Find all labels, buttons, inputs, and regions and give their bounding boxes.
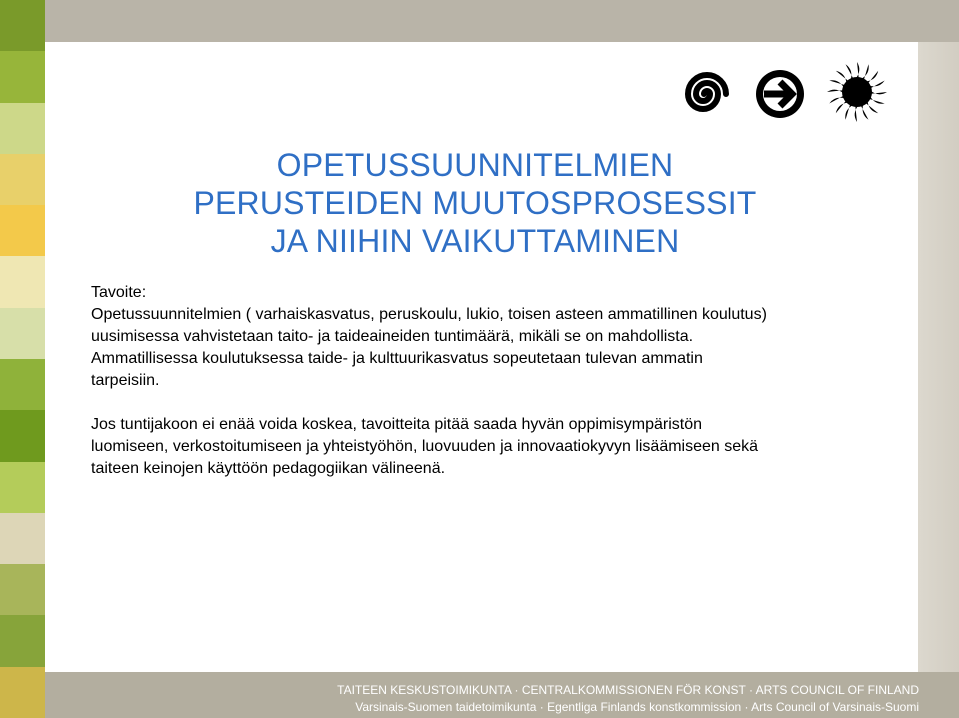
strip-block: [0, 410, 45, 461]
strip-block: [0, 103, 45, 154]
strip-block: [0, 256, 45, 307]
sun-ray: [855, 62, 859, 79]
left-color-strip: [0, 0, 45, 718]
sun-ray: [829, 95, 846, 103]
title-line: PERUSTEIDEN MUUTOSPROSESSIT: [193, 185, 757, 221]
sun-ray: [846, 64, 854, 81]
right-band: [918, 42, 959, 672]
title-line: JA NIIHIN VAIKUTTAMINEN: [270, 223, 680, 259]
paragraph-line: luomiseen, verkostoitumiseen ja yhteistyöhön, luovuuden ja innovaatiokyvyn lisäämiseen sekä: [91, 438, 759, 455]
strip-block: [0, 564, 45, 615]
strip-block: [0, 154, 45, 205]
strip-block: [0, 667, 45, 718]
strip-block: [0, 513, 45, 564]
sun-ray: [827, 90, 844, 94]
strip-block: [0, 51, 45, 102]
footer-line-2: Varsinais-Suomen taidetoimikunta · Egentliga Finlands konstkommission · Arts Council of Varsinais-Suomi: [355, 700, 919, 714]
top-bar: [0, 0, 959, 42]
paragraph-line: Opetussuunnitelmien ( varhaiskasvatus, peruskoulu, lukio, toisen asteen ammatillinen koulutus): [91, 306, 767, 323]
strip-block: [0, 359, 45, 410]
paragraph-line: Jos tuntijakoon ei enää voida koskea, tavoitteita pitää saada hyvän oppimisympäristön: [91, 416, 703, 433]
slide-body: [91, 282, 871, 480]
strip-block: [0, 308, 45, 359]
sun-icon: [826, 58, 888, 124]
strip-block: [0, 462, 45, 513]
title-line: OPETUSSUUNNITELMIEN: [276, 147, 674, 183]
paragraph-line: taiteen keinojen käyttöön pedagogiikan välineenä.: [91, 460, 446, 477]
sun-ray: [855, 105, 859, 122]
page-title: [90, 146, 860, 260]
footer-text: [230, 682, 919, 716]
paragraph-line: Ammatillisessa koulutuksessa taide- ja kulttuurikasvatus sopeutetaan tulevan ammatin: [91, 350, 703, 367]
logo-group: [678, 58, 888, 124]
paragraph-line: uusimisessa vahvistetaan taito- ja taideaineiden tuntimäärä, mikäli se on mahdollista.: [91, 328, 694, 345]
spiral-icon: [678, 58, 736, 124]
strip-block: [0, 0, 45, 51]
footer-line-1: TAITEEN KESKUSTOIMIKUNTA · CENTRALKOMMISSIONEN FÖR KONST · ARTS COUNCIL OF FINLAND: [337, 683, 919, 697]
sun-ray: [860, 103, 868, 120]
sun-ray: [870, 90, 887, 94]
sun-ray: [868, 81, 885, 89]
intro-label: Tavoite:: [91, 284, 147, 301]
arrow-circle-icon: [752, 58, 808, 124]
strip-block: [0, 205, 45, 256]
strip-block: [0, 615, 45, 666]
paragraph-line: tarpeisiin.: [91, 372, 160, 389]
